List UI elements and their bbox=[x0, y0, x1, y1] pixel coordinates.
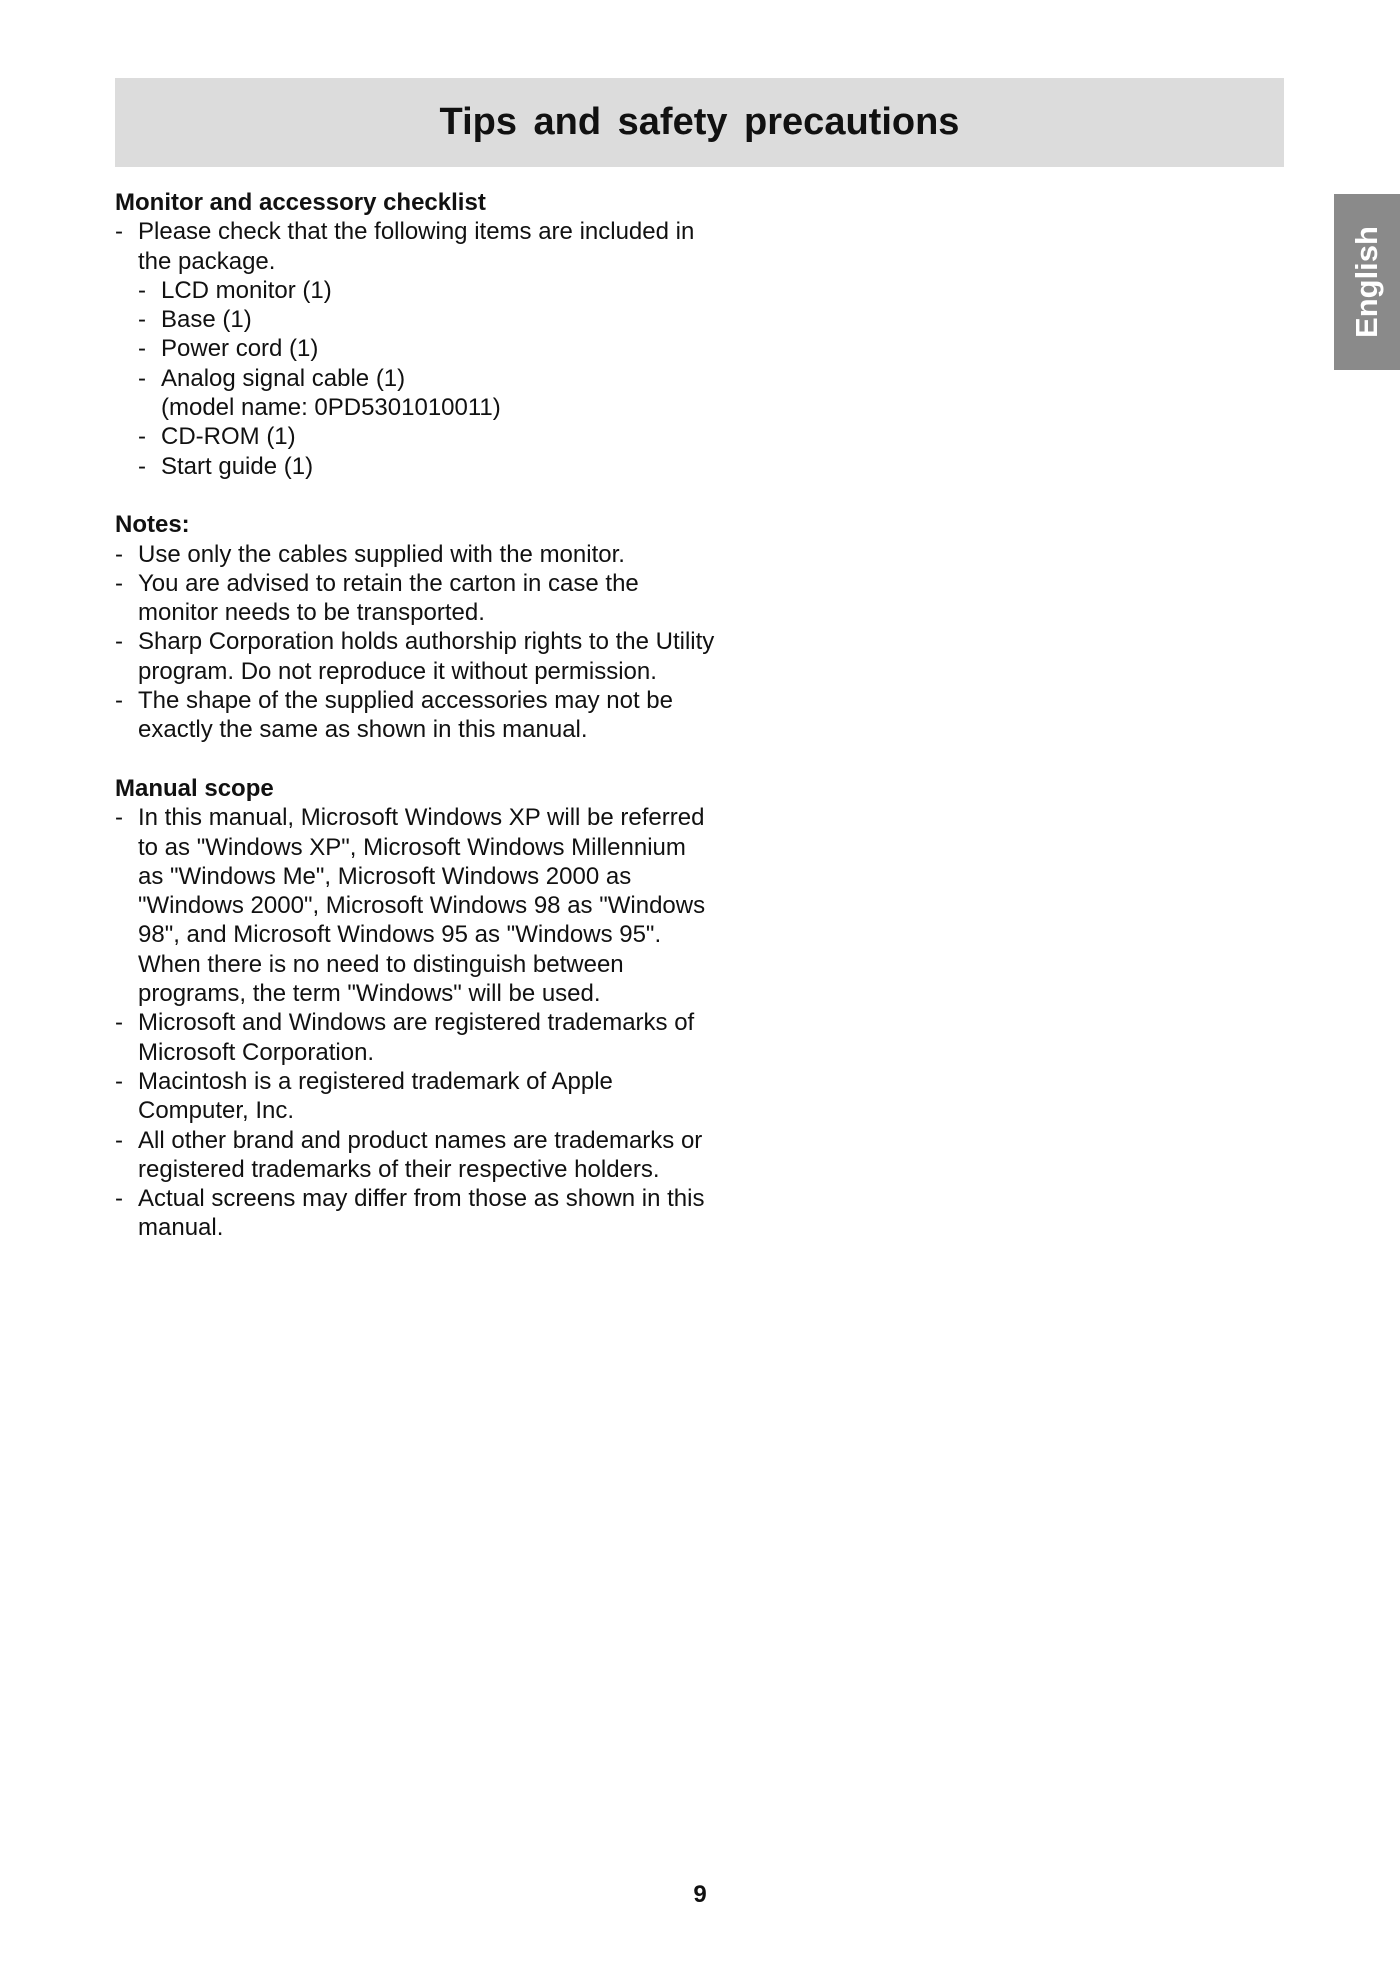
list-item bbox=[115, 1184, 715, 1243]
list-item bbox=[115, 1008, 715, 1067]
package-item-label: LCD monitor (1) bbox=[161, 276, 332, 304]
scope-text: Microsoft and Windows are registered trademarks of Microsoft Corporation. bbox=[138, 1009, 695, 1066]
package-item bbox=[138, 364, 715, 423]
dash-bullet: - bbox=[138, 276, 146, 304]
note-text: Sharp Corporation holds authorship rights to the Utility program. Do not reproduce it without permission. bbox=[138, 628, 715, 685]
scope-text: Macintosh is a registered trademark of Apple Computer, Inc. bbox=[138, 1067, 613, 1125]
note-text: The shape of the supplied accessories may not be exactly the same as shown in this manual. bbox=[138, 687, 673, 744]
package-item bbox=[138, 334, 715, 363]
dash-bullet: - bbox=[115, 1067, 123, 1095]
dash-bullet: - bbox=[115, 569, 123, 597]
scope-text: All other brand and product names are trademarks or registered trademarks of their respective holders. bbox=[138, 1126, 703, 1183]
package-item bbox=[138, 422, 715, 451]
note-text: Use only the cables supplied with the monitor. bbox=[138, 540, 625, 568]
content-column bbox=[115, 188, 715, 1272]
title-bar bbox=[115, 78, 1284, 167]
dash-bullet: - bbox=[115, 218, 123, 246]
note-text: You are advised to retain the carton in case the monitor needs to be transported. bbox=[138, 569, 639, 627]
scope-text: In this manual, Microsoft Windows XP will be referred to as "Windows XP", Microsoft Windows Millennium as "Windows Me", Microsoft Windows 2000 as "Windows 2000", Microsoft Windows 98 as "Windows 98", and Microsoft Windows 95 as "Windows 95". When there is no need to distinguish between programs, the term "Windows" will be used. bbox=[138, 804, 706, 1008]
list-item bbox=[115, 569, 715, 628]
notes-section bbox=[115, 510, 715, 744]
dash-bullet: - bbox=[138, 306, 146, 334]
manual-scope-list bbox=[115, 803, 715, 1242]
cable-model-note: (model name: 0PD5301010011) bbox=[161, 394, 501, 422]
checklist-intro: Please check that the following items are included in the package. bbox=[138, 218, 695, 275]
dash-bullet: - bbox=[138, 364, 146, 392]
checklist-list bbox=[115, 217, 715, 481]
list-item bbox=[115, 803, 715, 1008]
checklist-section bbox=[115, 188, 715, 481]
package-items-list bbox=[138, 276, 715, 481]
package-item-label: Analog signal cable (1) bbox=[161, 364, 406, 392]
package-item-label: Power cord (1) bbox=[161, 335, 319, 363]
dash-bullet: - bbox=[115, 540, 123, 568]
language-tab-label: English bbox=[1349, 226, 1385, 338]
list-item bbox=[115, 627, 715, 686]
list-item bbox=[115, 217, 715, 481]
notes-list bbox=[115, 540, 715, 745]
dash-bullet: - bbox=[115, 804, 123, 832]
list-item bbox=[115, 540, 715, 569]
dash-bullet: - bbox=[115, 1009, 123, 1037]
package-item bbox=[138, 305, 715, 334]
dash-bullet: - bbox=[115, 1126, 123, 1154]
language-tab[interactable] bbox=[1334, 194, 1400, 370]
checklist-heading: Monitor and accessory checklist bbox=[115, 189, 486, 216]
manual-scope-heading: Manual scope bbox=[115, 774, 274, 802]
package-item bbox=[138, 452, 715, 481]
dash-bullet: - bbox=[138, 335, 146, 363]
page-title: Tips and safety precautions bbox=[439, 101, 960, 143]
manual-scope-section bbox=[115, 774, 715, 1243]
notes-heading: Notes: bbox=[115, 511, 190, 539]
page-number: 9 bbox=[693, 1881, 707, 1908]
list-item bbox=[115, 1067, 715, 1126]
dash-bullet: - bbox=[115, 687, 123, 715]
package-item-label: CD-ROM (1) bbox=[161, 423, 296, 451]
dash-bullet: - bbox=[115, 1185, 123, 1213]
list-item bbox=[115, 686, 715, 745]
dash-bullet: - bbox=[115, 628, 123, 656]
package-item-label: Start guide (1) bbox=[161, 452, 314, 480]
scope-text: Actual screens may differ from those as shown in this manual. bbox=[138, 1185, 705, 1242]
package-item bbox=[138, 276, 715, 305]
list-item bbox=[115, 1126, 715, 1185]
dash-bullet: - bbox=[138, 452, 146, 480]
dash-bullet: - bbox=[138, 423, 146, 451]
package-item-label: Base (1) bbox=[161, 306, 252, 334]
